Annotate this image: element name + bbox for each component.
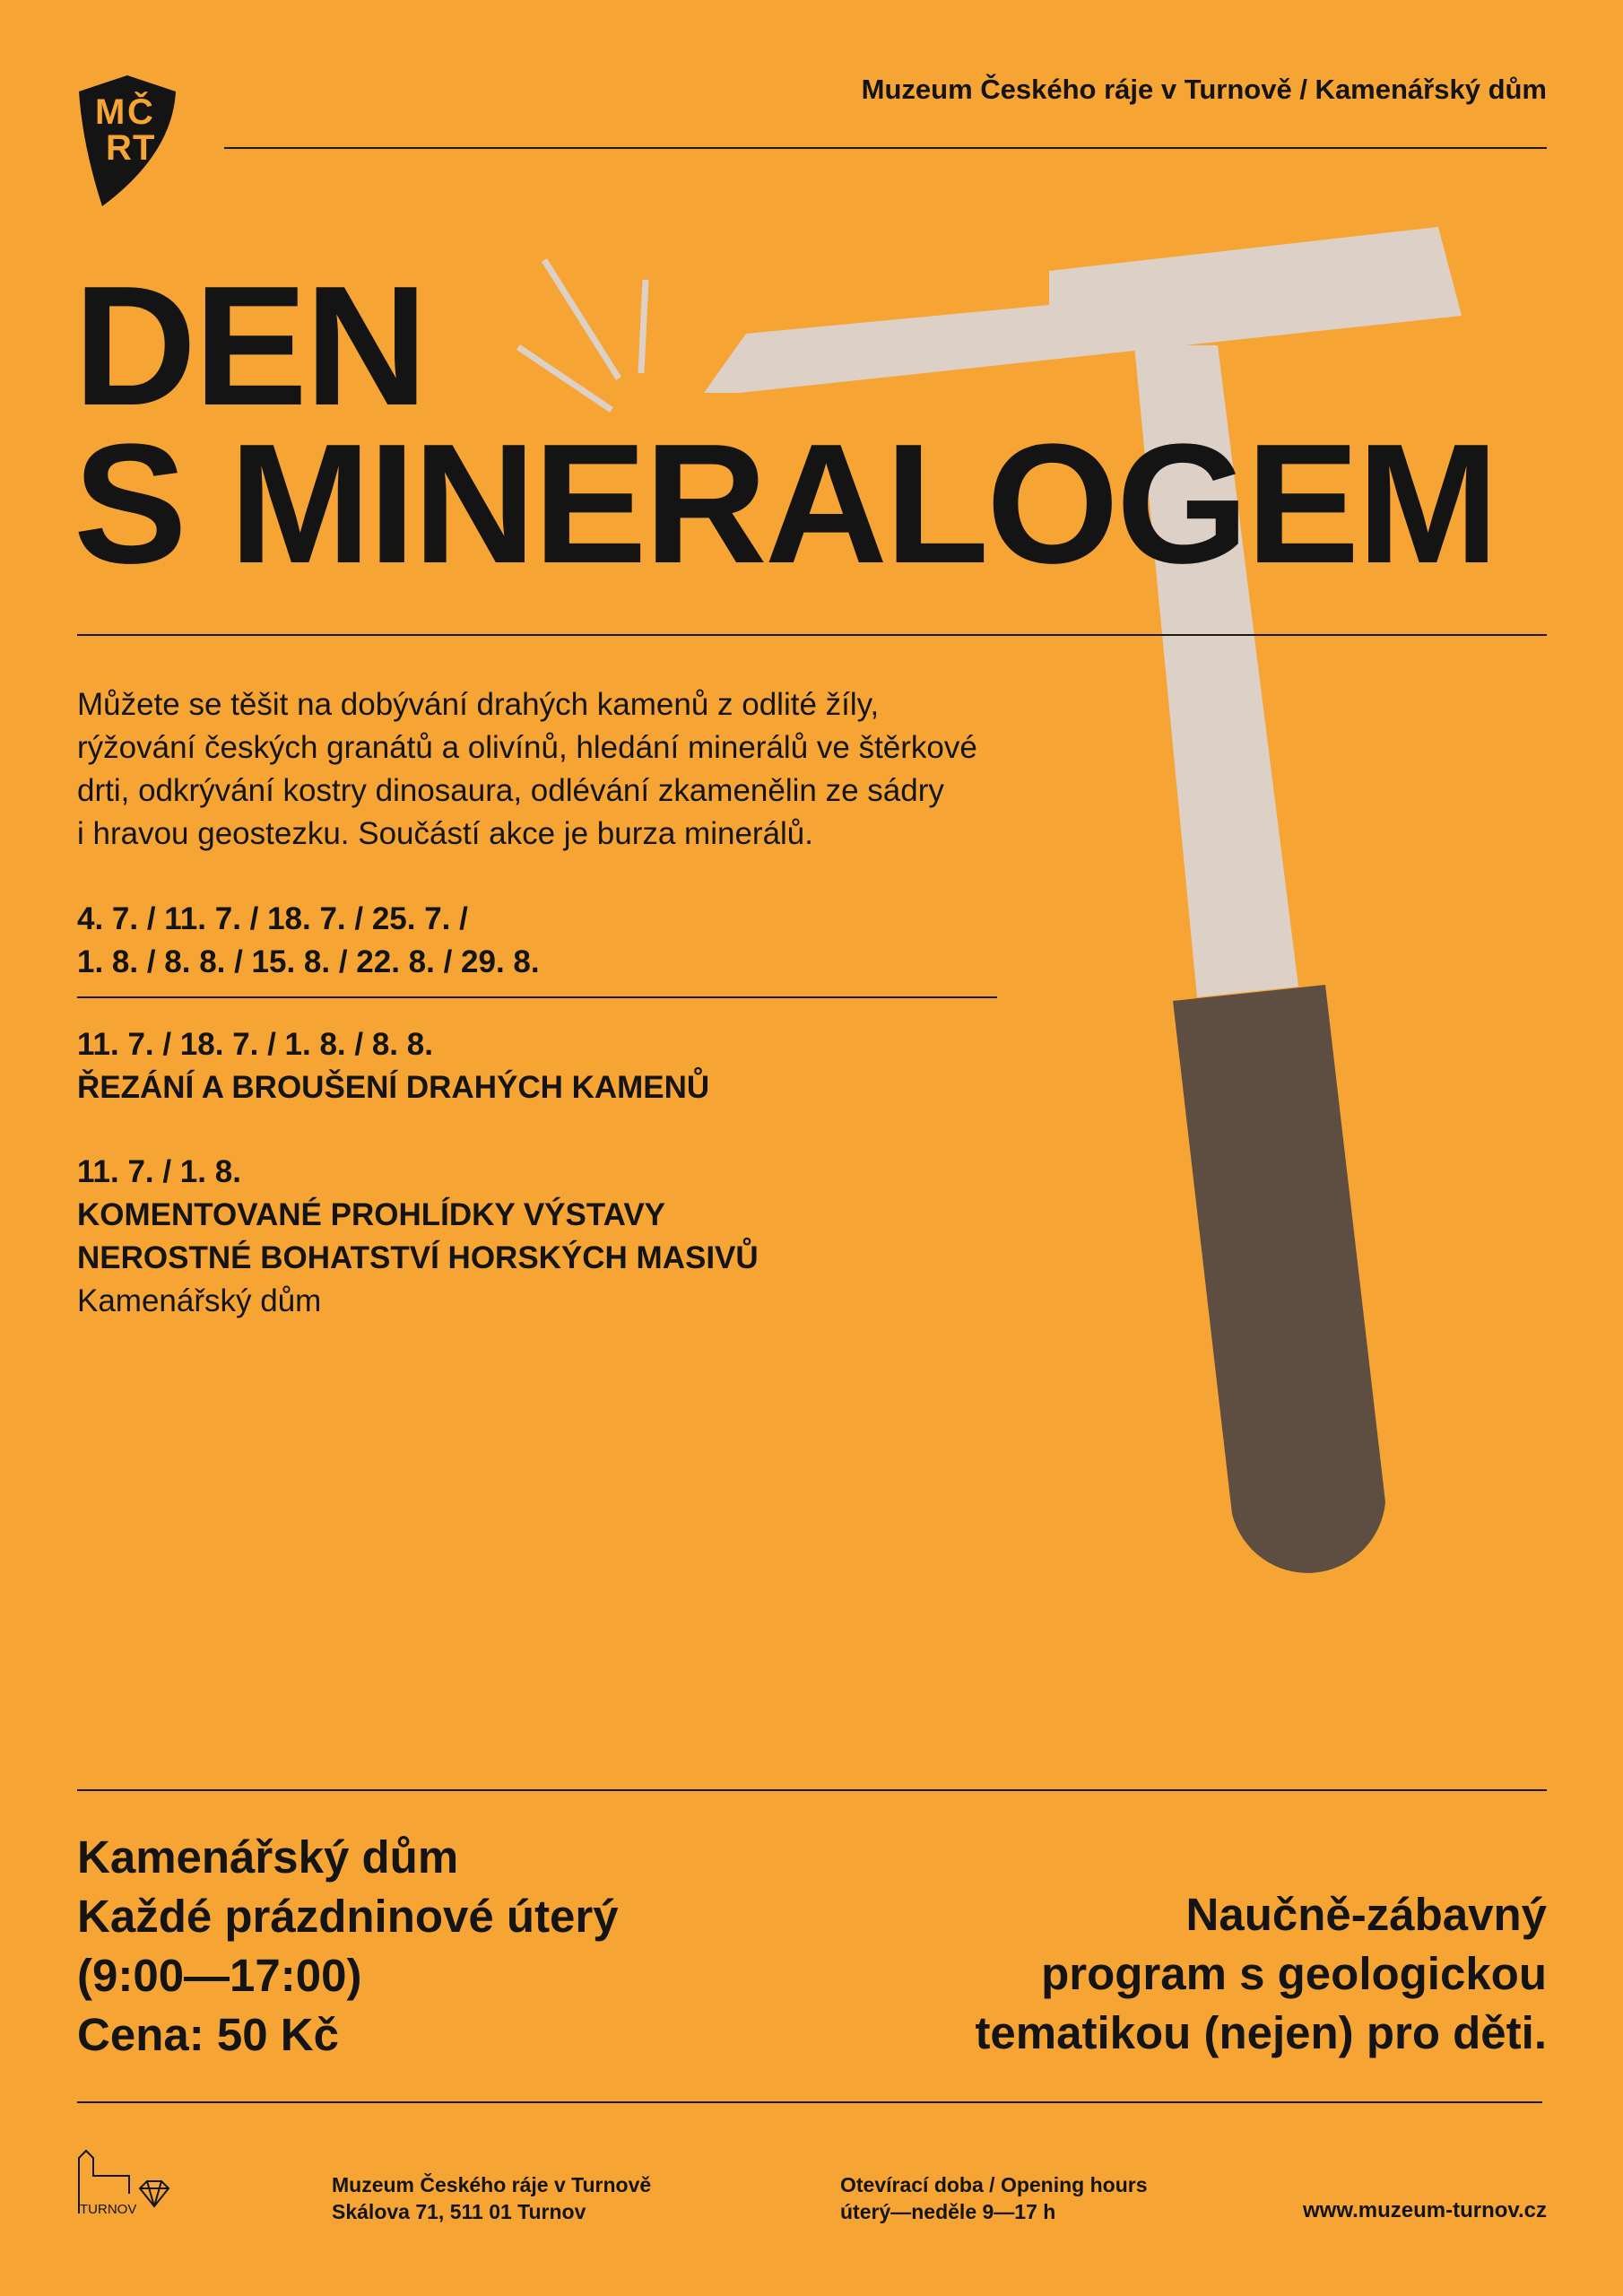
header-institution: Muzeum Českého ráje v Turnově / Kamenářský dům (861, 74, 1547, 105)
title-divider (77, 634, 1547, 636)
title-line-1: DEN (74, 251, 426, 441)
footer-address (332, 2171, 651, 2225)
schedule-divider (77, 996, 997, 998)
tagline-line: tematikou (nejen) pro děti. (975, 2007, 1547, 2058)
tours-place: Kamenářský dům (77, 1283, 322, 1318)
event-info (77, 1828, 619, 2065)
footer-hours (840, 2171, 1148, 2225)
tours-title-line-2: NEROSTNÉ BOHATSTVÍ HORSKÝCH MASIVŮ (77, 1240, 759, 1275)
footer-hours-line-1: Otevírací doba / Opening hours (840, 2173, 1148, 2196)
logo-letter-c: Č (127, 92, 153, 132)
title-line-2: S MINERALOGEM (74, 409, 1497, 599)
cutting-dates: 11. 7. / 18. 7. / 1. 8. / 8. 8. (77, 1027, 433, 1062)
event-when: Každé prázdninové úterý (77, 1891, 619, 1942)
intro-line: drti, odkrývání kostry dinosaura, odlévání zkamenělin ze sádry (77, 773, 944, 808)
footer-address-line-2: Skálova 71, 511 01 Turnov (332, 2200, 586, 2223)
event-price: Cena: 50 Kč (77, 2009, 339, 2060)
tagline-line: Naučně-zábavný (1185, 1889, 1547, 1940)
header-divider (224, 147, 1547, 149)
website-link[interactable]: www.muzeum-turnov.cz (1302, 2198, 1547, 2222)
footer-divider (77, 2101, 1542, 2103)
intro-paragraph (77, 683, 1081, 856)
intro-line: Můžete se těšit na dobývání drahých kamenů z odlité žíly, (77, 687, 880, 722)
cutting-title: ŘEZÁNÍ A BROUŠENÍ DRAHÝCH KAMENŮ (77, 1070, 710, 1105)
footer-address-line-1: Muzeum Českého ráje v Turnově (332, 2173, 652, 2196)
logo-letter-r: R (106, 128, 132, 168)
event-tagline (975, 1885, 1547, 2063)
main-dates-line: 1. 8. / 8. 8. / 15. 8. / 22. 8. / 29. 8. (77, 944, 540, 979)
info-top-divider (77, 1789, 1547, 1791)
tagline-line: program s geologickou (1041, 1948, 1547, 1999)
event-place: Kamenářský dům (77, 1831, 459, 1883)
main-dates (77, 898, 540, 984)
main-dates-line: 4. 7. / 11. 7. / 18. 7. / 25. 7. / (77, 901, 468, 936)
hammer-handle (1173, 985, 1385, 1573)
turnov-logo-text: TURNOV (80, 2202, 137, 2215)
intro-line: rýžování českých granátů a olivínů, hledání minerálů ve štěrkové (77, 730, 977, 765)
page-title (74, 251, 1497, 599)
tours-title-line-1: KOMENTOVANÉ PROHLÍDKY VÝSTAVY (77, 1197, 666, 1232)
tours-dates: 11. 7. / 1. 8. (77, 1154, 241, 1189)
turnov-logo (77, 2149, 170, 2215)
logo-letter-t: T (133, 128, 155, 168)
tours-section (77, 1151, 759, 1323)
logo-letter-m: M (95, 92, 126, 132)
footer-hours-line-2: úterý—neděle 9—17 h (840, 2200, 1056, 2223)
cutting-section (77, 1023, 709, 1109)
intro-line: i hravou geostezku. Součástí akce je burza minerálů. (77, 816, 813, 851)
event-time: (9:00—17:00) (77, 1950, 362, 2001)
museum-logo (75, 74, 179, 208)
